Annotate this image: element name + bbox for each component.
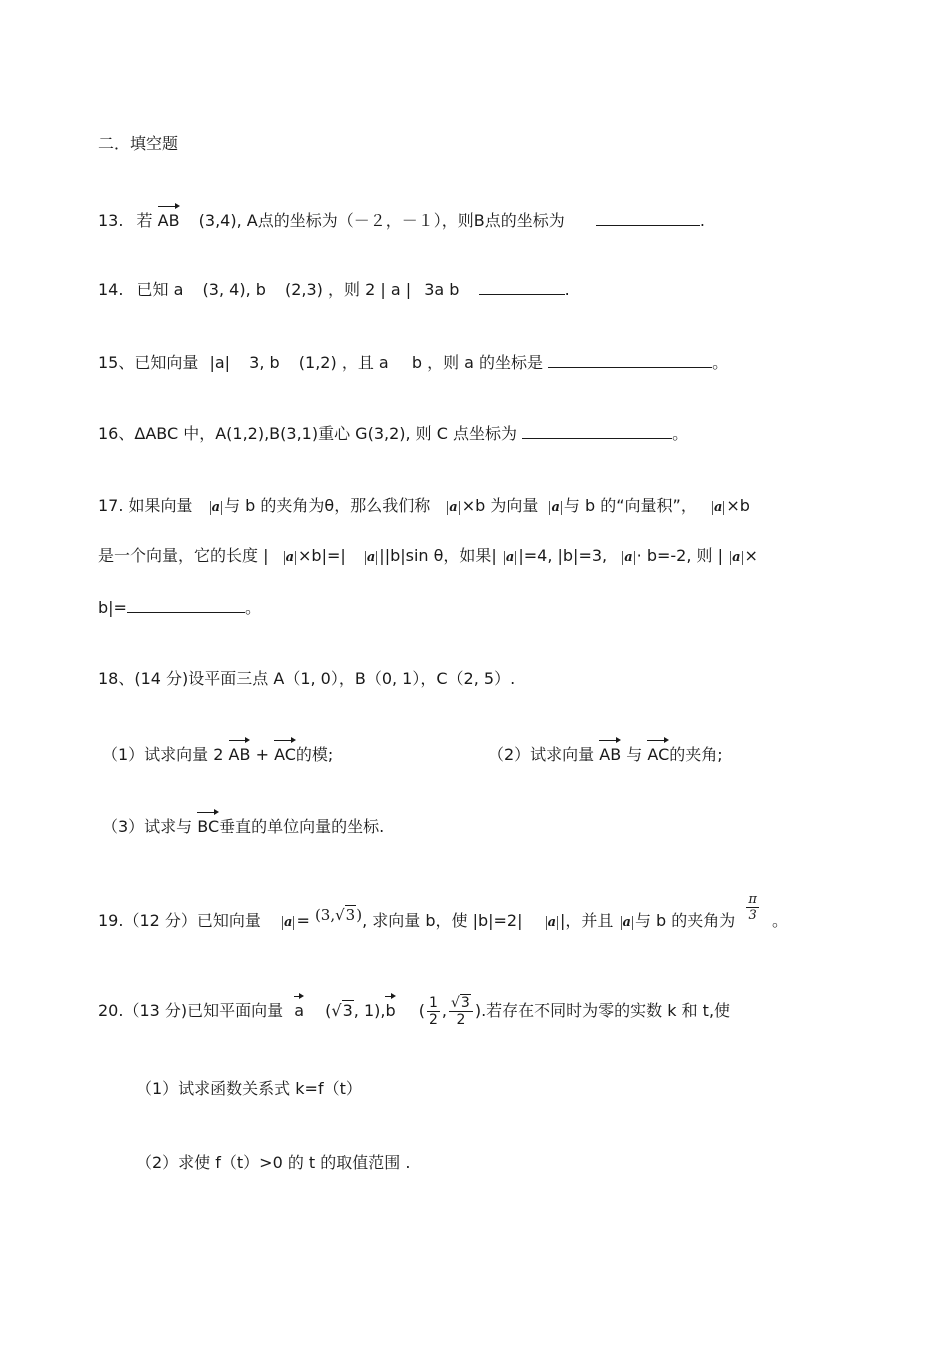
bold-a-icon: a — [622, 915, 631, 930]
q19-text-a: 19.（12 分）已知向量 — [98, 911, 261, 930]
q17-text-i: |=4, |b|=3, — [518, 546, 608, 565]
question-20-part-2: （2）求使 f（t）>0 的 t 的取值范围 . — [136, 1153, 411, 1172]
q20-text-b: , 1), — [353, 1001, 386, 1020]
q17-text-a: 17. 如果向量 — [98, 496, 193, 515]
q18-p3-text-b: 垂直的单位向量的坐标. — [219, 817, 385, 836]
q20-paren-open: ( — [325, 1001, 332, 1020]
q13-prefix: 若 — [136, 211, 153, 230]
q13-end: . — [699, 211, 705, 230]
question-17-line-1 — [98, 495, 750, 517]
q15-text4: (1,2) — [298, 353, 337, 372]
q15-text6: b — [411, 353, 422, 372]
bold-a-icon: a — [211, 500, 221, 515]
bold-a-icon: a — [732, 550, 741, 565]
bold-a-icon: a — [547, 915, 557, 930]
question-14 — [98, 279, 570, 301]
q19-pi-over-3: $\frac{\pi}{3}$ — [748, 892, 757, 923]
q17-text-l: b|= — [98, 598, 127, 617]
question-19 — [98, 892, 789, 937]
q13-text: A点的坐标为（－２，－１），则B点的坐标为 — [246, 211, 565, 230]
question-17-line-3 — [98, 597, 261, 619]
q14-text3: (2,3) — [284, 280, 323, 299]
q17-text-b: 与 b 的夹角为θ，那么我们称 — [224, 496, 431, 515]
bold-a-icon: a — [624, 550, 633, 565]
q14-text5: 3a b — [424, 280, 460, 299]
q18-p2-vector-ac: AC — [647, 740, 669, 766]
q15-end: 。 — [712, 353, 729, 372]
q18-p1-vector-ac: AC — [274, 740, 296, 766]
bold-a-icon: a — [366, 550, 376, 565]
question-20-part-1: （1）试求函数关系式 k=f（t） — [136, 1079, 362, 1098]
bold-a-icon: a — [713, 500, 723, 515]
q18-p1-plus: + — [255, 745, 269, 764]
question-18-part-2 — [488, 740, 723, 766]
q15-text1: 已知向量 — [134, 353, 199, 372]
section-title: 二．填空题 — [98, 134, 179, 153]
q17-text-j: · b=-2, 则 | — [636, 546, 723, 565]
bold-a-icon: a — [449, 500, 458, 515]
q18-p3-text-a: （3）试求与 — [102, 817, 193, 836]
q16-end: 。 — [672, 424, 689, 443]
q14-answer-blank — [479, 294, 565, 295]
question-18-head: 18、(14 分)设平面三点 A（1, 0），B（0, 1），C（2, 5）. — [98, 669, 516, 688]
q16-answer-blank — [522, 438, 672, 439]
bold-a-icon: a — [551, 500, 560, 515]
q17-end: 。 — [244, 598, 261, 617]
q18-p1-text-a: （1）试求向量 2 — [102, 745, 224, 764]
q20-fraction-half: $\frac{1}{2}$ — [428, 995, 438, 1028]
q13-answer-blank — [596, 225, 700, 226]
q20-fraction-sqrt3-over-2: $\frac{√3}{2}$ — [449, 995, 473, 1028]
q15-answer-blank — [548, 367, 712, 368]
q20-text-a: 20.（13 分)已知平面向量 — [98, 1001, 284, 1020]
question-15 — [98, 352, 728, 374]
bold-a-icon: a — [284, 915, 293, 930]
q14-number: 14. — [98, 280, 124, 299]
q20-vector-a: a — [294, 996, 304, 1022]
question-17-line-2 — [98, 545, 758, 567]
q18-p2-vector-ab: AB — [599, 740, 621, 766]
q18-p2-text-b: 的夹角; — [669, 745, 723, 764]
q16-number: 16、 — [98, 424, 135, 443]
q17-text-e: ×b — [726, 496, 750, 515]
q17-text-d: 与 b 的“向量积”， — [563, 496, 697, 515]
q20-vector-b: b — [385, 996, 395, 1022]
q13-value: (3,4), — [198, 211, 242, 230]
q17-answer-blank — [127, 612, 245, 613]
q16-text: ΔABC 中，A(1,2),B(3,1)重心 G(3,2), 则 C 点坐标为 — [134, 424, 518, 443]
q19-text-b: , 求向量 b，使 |b|=2| — [362, 911, 523, 930]
q19-vector-value: (3,√3) — [314, 906, 363, 924]
q20-comma: , — [441, 1001, 447, 1020]
q15-text2: |a| — [209, 353, 231, 372]
q17-text-g: ×b|=| — [298, 546, 346, 565]
q15-text3: 3, b — [249, 353, 280, 372]
q17-text-f: 是一个向量，它的长度 | — [98, 546, 269, 565]
q14-text1: 已知 a — [136, 280, 184, 299]
bold-a-icon: a — [285, 550, 295, 565]
q13-number: 13. — [98, 211, 124, 230]
q17-text-h: ||b|sin θ，如果| — [379, 546, 497, 565]
q15-text7: ，则 a 的坐标是 — [427, 353, 544, 372]
q18-p3-vector-bc: BC — [197, 812, 219, 838]
q15-text5: ，且 a — [341, 353, 389, 372]
q18-p2-text-a: （2）试求向量 — [488, 745, 595, 764]
q19-end: 。 — [772, 911, 789, 930]
bold-a-icon: a — [505, 550, 515, 565]
q19-text-d: 与 b 的夹角为 — [634, 911, 736, 930]
q20-sqrt-3: √3 — [331, 1001, 353, 1020]
q18-p1-vector-ab: AB — [229, 740, 251, 766]
q15-number: 15、 — [98, 353, 135, 372]
q14-text4: ，则 2 | a | — [328, 280, 412, 299]
q19-text-c: |，并且 — [560, 911, 614, 930]
q17-text-c: ×b 为向量 — [461, 496, 539, 515]
q13-vector-ab: AB — [158, 206, 180, 232]
q20-text-c: ).若存在不同时为零的实数 k 和 t,使 — [474, 1001, 731, 1020]
q17-text-k: × — [744, 546, 758, 565]
q14-text2: (3, 4), b — [202, 280, 266, 299]
q20-paren-open-2: ( — [418, 1001, 425, 1020]
question-20 — [98, 995, 730, 1028]
q19-equals: = — [296, 911, 310, 930]
question-18-part-1 — [102, 740, 333, 766]
question-18-part-3 — [102, 812, 384, 838]
q14-end: . — [564, 280, 570, 299]
q18-p1-text-b: 的模; — [295, 745, 334, 764]
q18-p2-text-mid: 与 — [626, 745, 643, 764]
question-16 — [98, 423, 688, 445]
question-13 — [98, 206, 705, 232]
